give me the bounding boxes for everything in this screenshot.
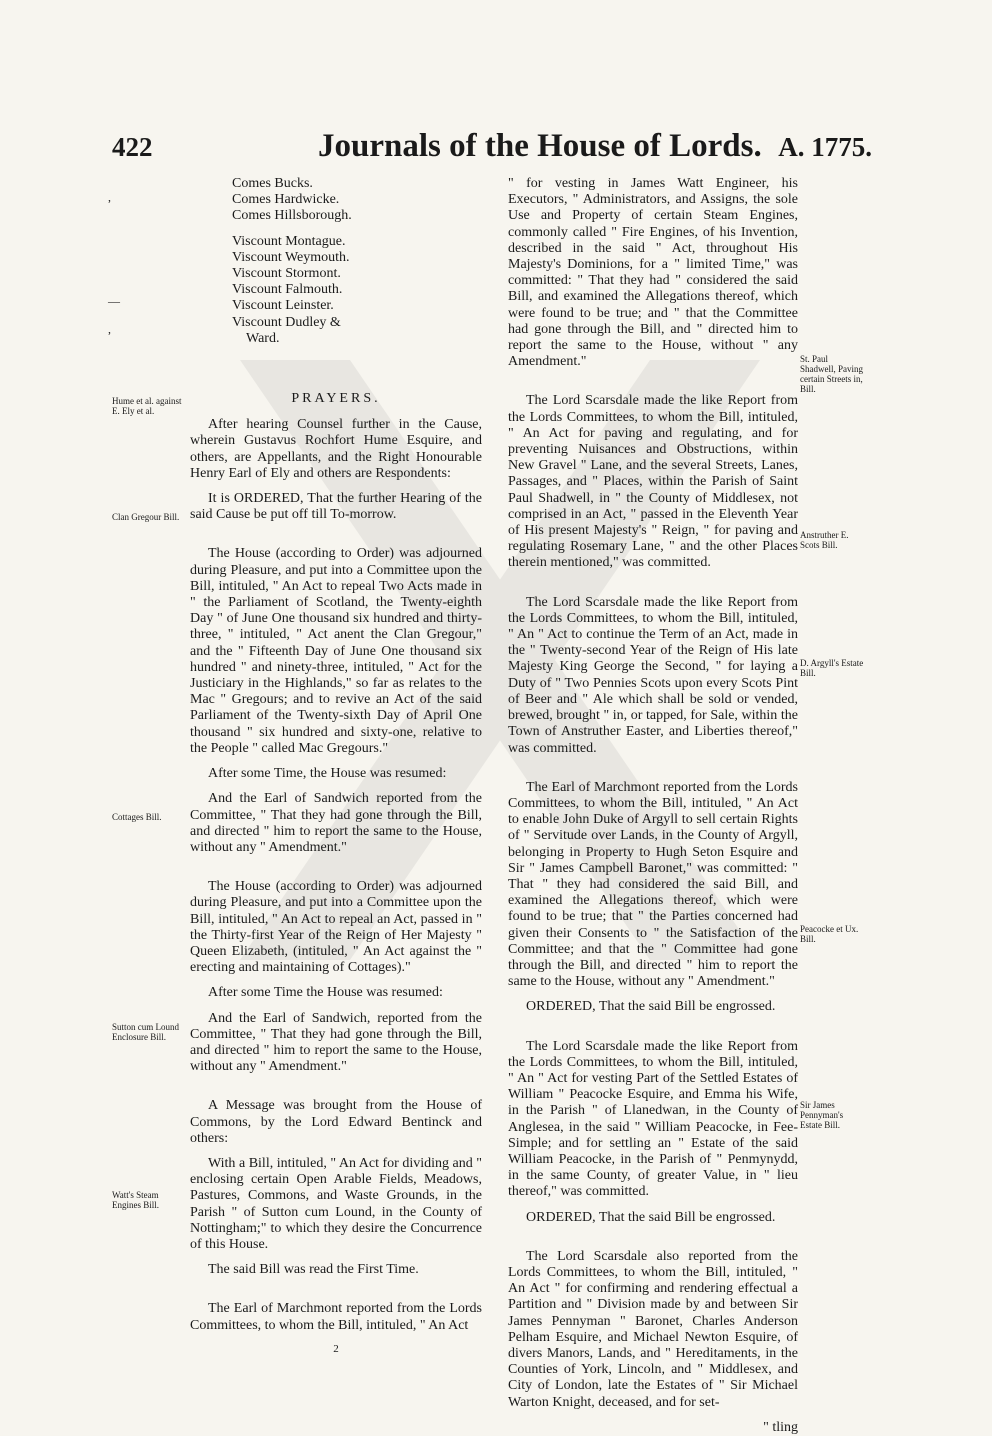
paragraph: " for vesting in James Watt Engineer, his Executors, " Administrators, and Assigns, the sole Use and Property of certain Steam Engines, commonly called " Fire Engines, of his Invention, described in the said " Act, throughout His Majesty's Dominions, for a " limited Time," was committed: " That they had " considered the said Bill, and examined the Allegations thereof, which were found to be true; and " that the Committee had gone through the Bill, and " directed him to report the same to the House, without " any Amendment." [508, 176, 798, 370]
year-label: A. 1775. [778, 132, 872, 162]
fold-mark: — [108, 294, 120, 308]
margin-note: Peacocke et Ux. Bill. [800, 924, 859, 944]
lord-entry: Comes Bucks. [232, 176, 313, 191]
paragraph: With a Bill, intituled, " An Act for dividing and " enclosing certain Open Arable Fields, Meadows, Pastures, Commons, and Waste Grounds, in the Parish " of Sutton cum Lound, in the County of Nottingham;" to which they desire the Concurrence of this House. [190, 1155, 482, 1252]
margin-note: Cottages Bill. [112, 812, 162, 822]
lord-entry: Viscount Leinster. [232, 298, 334, 314]
fold-mark: , [108, 322, 111, 336]
margin-note: D. Argyll's Estate Bill. [800, 658, 864, 678]
paragraph: After hearing Counsel further in the Cause, wherein Gustavus Rochfort Hume Esquire, and others, are Appellants, and the Right Honourable Henry Earl of Ely and others are Respondents: [190, 417, 482, 481]
left-column [190, 176, 482, 1355]
paragraph: After some Time the House was resumed: [208, 985, 443, 1001]
paragraph: The Lord Scarsdale made the like Report from the Lords Committees, to whom the Bill, intituled, " An Act for paving and regulating, and for preventing Nuisances and Obstructions, within New Gravel " Lane, and the several Streets, Lanes, Passages, and " Places, within the Parish of Saint Paul Shadwell, in " the County of Middlesex, not comprised in an Act, " passed in the Eleventh Year of His present Majesty's " Reign, " for paving and regulating Rosemary Lane, " and the other Places therein mentioned," was committed. [508, 393, 798, 571]
margin-note: Clan Gregour Bill. [112, 512, 180, 522]
margin-note: Sutton cum Lound Enclosure Bill. [112, 1022, 179, 1042]
paragraph: The House (according to Order) was adjourned during Pleasure, and put into a Committee upon the Bill, intituled, " An Act to repeal an Act, passed in " the Thirty-first Year of the Reign of Her Majesty " Queen Elizabeth, (intituled, " An Act against the " erecting and maintaining of Cottages)." [190, 879, 482, 976]
fold-mark: , [108, 190, 111, 204]
lord-entry: Viscount Stormont. [232, 266, 341, 282]
lord-entry: Viscount Weymouth. [232, 249, 350, 265]
paragraph: It is ORDERED, That the further Hearing of the said Cause be put off till To-morrow. [190, 491, 482, 523]
page-title: Journals of the House of Lords. [318, 128, 762, 164]
lord-entry: Comes Hillsborough. [232, 208, 352, 224]
lord-entry: Ward. [246, 330, 280, 346]
paragraph: The Lord Scarsdale made the like Report from the Lords Committees, to whom the Bill, intituled, " An " Act for vesting Part of the Settled Estates of William " Peacocke Esquire, and Emma his Wife, in the Parish " of Llanedwan, in the County of Anglesea, in the said " William Peacocke, in Fee-Simple; and for settling an " Estate of the said William Peacocke, in the Parish of " Penmynydd, in the same County, of greater Value, in " lieu thereof," was committed. [508, 1038, 798, 1200]
margin-note: St. Paul Shadwell, Paving certain Streets in, Bill. [800, 354, 863, 394]
catchword: " tling [763, 1419, 798, 1435]
paragraph: The Earl of Marchmont reported from the Lords Committees, to whom the Bill, intituled, " An Act [190, 1301, 482, 1333]
paragraph: The Lord Scarsdale made the like Report from the Lords Committees, to whom the Bill, intituled, " An " Act to continue the Term of an Act, made in the " Twenty-second Year of the Reign of His late Majesty King George the Second, " for laying a Duty of " Two Pennies Scots upon every Scots Pint of Beer and " Ale which shall be sold or vended, brewed, brought " in, or tapped, for Sale, within the Town of Anstruther Easter, and Liberties thereof," was committed. [508, 594, 798, 756]
paragraph: The said Bill was read the First Time. [208, 1262, 419, 1278]
paragraph: After some Time, the House was resumed: [208, 766, 447, 782]
margin-note: Watt's Steam Engines Bill. [112, 1190, 159, 1210]
paragraph: The House (according to Order) was adjourned during Pleasure, and put into a Committee upon the Bill, intituled, " An Act to repeal Two Acts made in " the Parliament of Scotland, the Twenty-eighth Day " of June One thousand six hundred and thirty-three, " intituled, " Act anent the Clan Gregour," and the " Fifteenth Day of June One thousand six hundred " and ninety-three, intituled, " Act for the Justiciary in the Highlands," so far as relates to the Mac " Gregours; and to revive an Act of the said Parliament of the Twenty-sixth Day of April One thousand " six hundred and sixty-one, relative to the People " called Mac Gregours." [190, 546, 482, 756]
margin-note: Anstruther E. Scots Bill. [800, 530, 849, 550]
paragraph: ORDERED, That the said Bill be engrossed. [526, 999, 776, 1015]
paragraph: ORDERED, That the said Bill be engrossed. [526, 1209, 776, 1225]
paragraph: A Message was brought from the House of Commons, by the Lord Edward Bentinck and others: [190, 1098, 482, 1146]
margin-note: Hume et al. against E. Ely et al. [112, 396, 182, 416]
catchword: 2 [333, 1342, 339, 1355]
page-number: 422 [112, 132, 153, 162]
prayers-heading: PRAYERS. [291, 391, 381, 407]
lord-entry: Comes Hardwicke. [232, 192, 340, 208]
lord-entry: Viscount Dudley & [232, 314, 341, 330]
paragraph: The Earl of Marchmont reported from the Lords Committees, to whom the Bill, intituled, " An Act to enable John Duke of Argyll to sell certain Rights of " Servitude over Lands, in the County of Argyll, belonging in Property to Hugh Seton Esquire and Sir " James Campbell Baronet," was committed: " That " they had considered the said Bill, and examined the Allegations thereof, which were found to be true; that " the Parties concerned had given their Consents to " the Satisfaction of the Committee; and that the " Committee had gone through the Bill, and directed " him to report the same to the House, without any " Amendment." [508, 779, 798, 990]
lord-entry: Viscount Montague. [232, 233, 346, 249]
paragraph: And the Earl of Sandwich, reported from the Committee, " That they had gone through the Bill, and directed " him to report the same to the House, without any " Amendment." [190, 1010, 482, 1075]
right-column [508, 176, 798, 1436]
paragraph: And the Earl of Sandwich reported from the Committee, " That they had gone through the Bill, and directed " him to report the same to the House, without any " Amendment." [190, 791, 482, 855]
lords-list [190, 176, 482, 347]
page-header [112, 128, 872, 174]
margin-note: Sir James Pennyman's Estate Bill. [800, 1100, 844, 1130]
lord-entry: Viscount Falmouth. [232, 282, 343, 298]
paragraph: The Lord Scarsdale also reported from the Lords Committees, to whom the Bill, intituled, " An Act " for confirming and rendering effectual a Partition and " Division made by and between Sir James Pennyman " Baronet, Charles Anderson Pelham Esquire, and Michael Newton Esquire, of divers Manors, Lands, and " Hereditaments, in the Counties of York, Lincoln, and " Middlesex, and City of London, late the Estates of " Sir Michael Warton Knight, deceased, and for set- [508, 1248, 798, 1410]
